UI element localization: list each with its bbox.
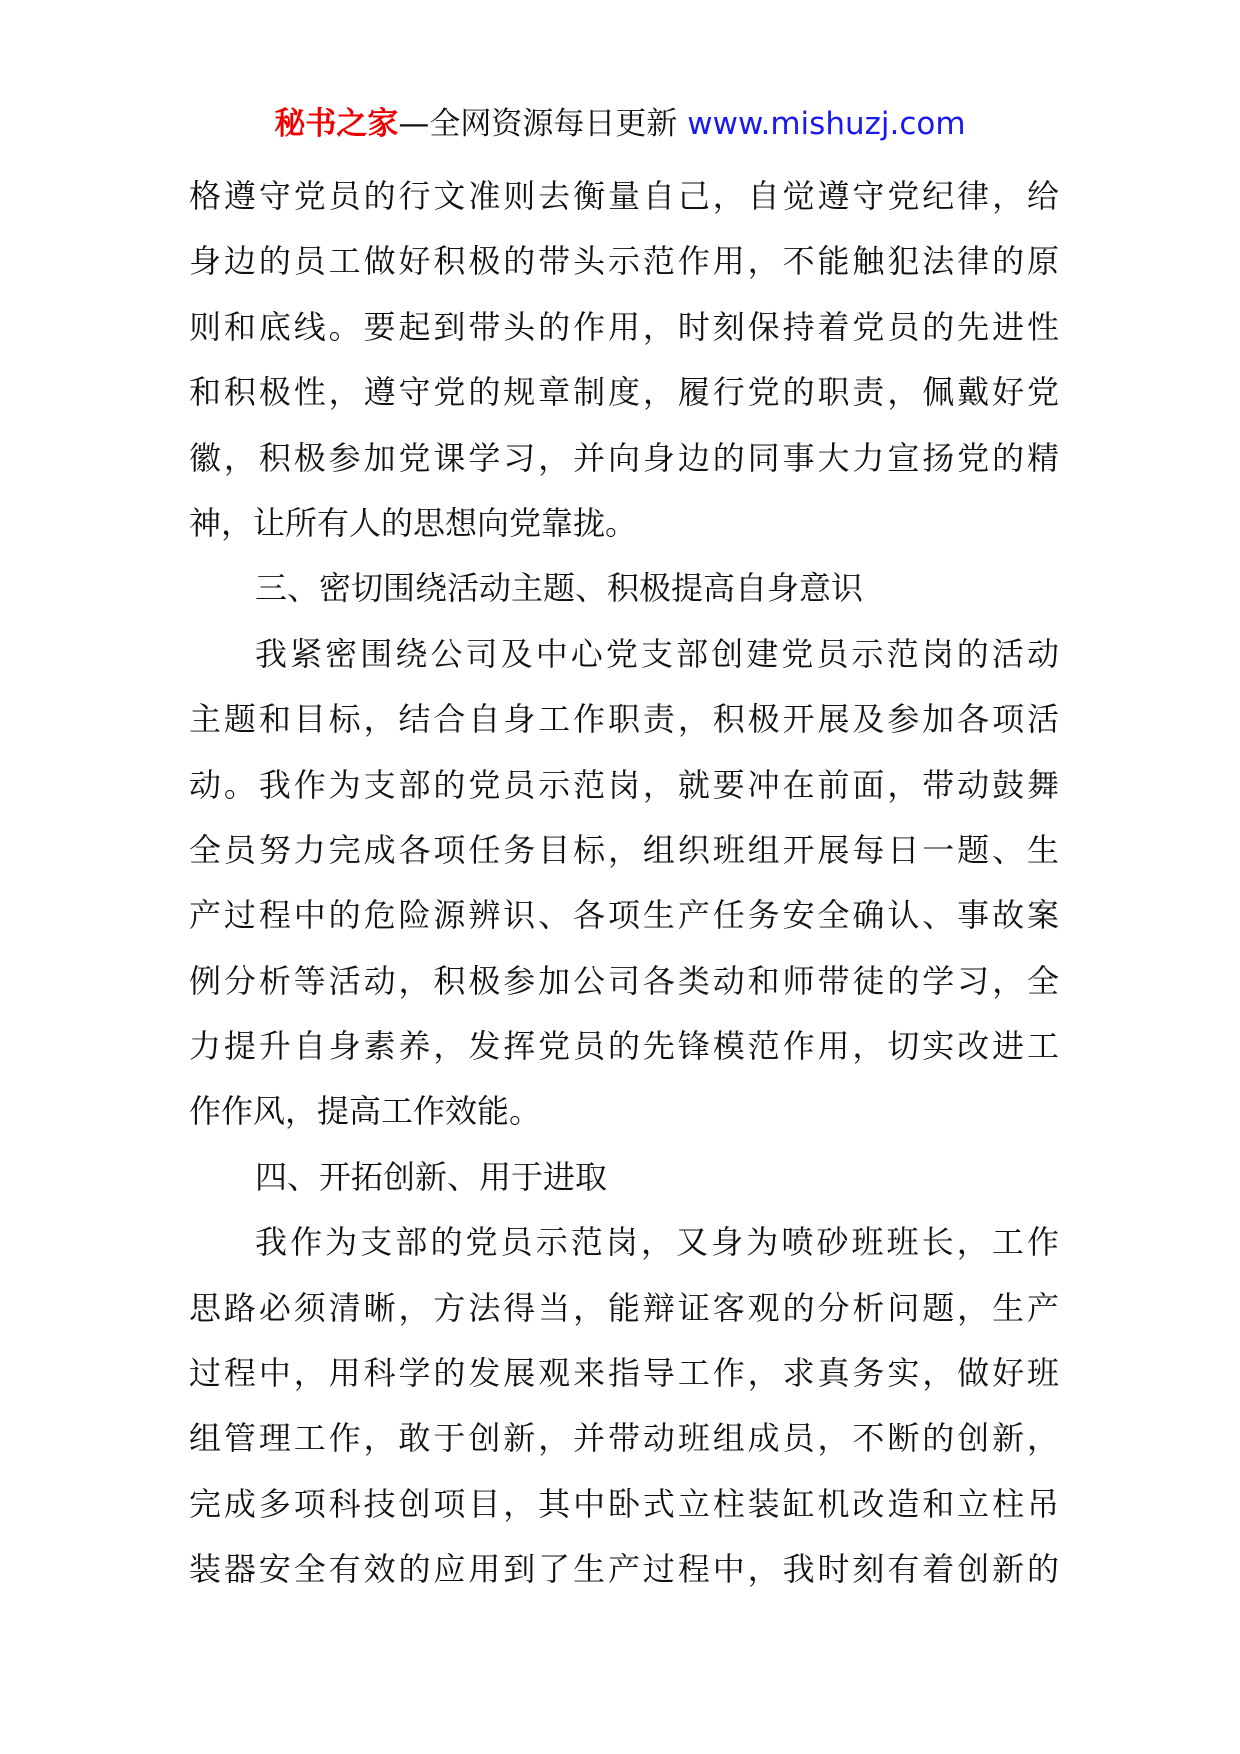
text-line: 动。我作为支部的党员示范岗，就要冲在前面，带动鼓舞 bbox=[189, 765, 1059, 804]
text-line: 格遵守党员的行文准则去衡量自己，自觉遵守党纪律，给 bbox=[189, 177, 1059, 215]
text-line: 则和底线。要起到带头的作用，时刻保持着党员的先进性 bbox=[189, 307, 1059, 346]
text-line: 和积极性，遵守党的规章制度，履行党的职责，佩戴好党 bbox=[189, 373, 1059, 412]
text-line: 过程中，用科学的发展观来指导工作，求真务实，做好班 bbox=[189, 1354, 1059, 1393]
header-tagline: —全网资源每日更新 bbox=[398, 106, 688, 142]
text-line: 徽，积极参加党课学习，并向身边的同事大力宣扬党的精 bbox=[189, 438, 1059, 477]
text-line: 装器安全有效的应用到了生产过程中，我时刻有着创新的 bbox=[189, 1550, 1059, 1589]
text-line: 作作风，提高工作效能。 bbox=[189, 1092, 542, 1131]
text-line: 主题和目标，结合自身工作职责，积极开展及参加各项活 bbox=[189, 700, 1059, 739]
text-line: 全员努力完成各项任务目标，组织班组开展每日一题、生 bbox=[189, 830, 1059, 869]
website-link[interactable]: www.mishuzj.com bbox=[687, 106, 966, 142]
section-heading: 四、开拓创新、用于进取 bbox=[255, 1157, 608, 1196]
brand-name: 秘书之家 bbox=[274, 106, 399, 142]
text-line: 例分析等活动，积极参加公司各类动和师带徒的学习，全 bbox=[189, 961, 1059, 1000]
text-line: 完成多项科技创项目，其中卧式立柱装缸机改造和立柱吊 bbox=[189, 1484, 1059, 1523]
section-heading: 三、密切围绕活动主题、积极提高自身意识 bbox=[255, 569, 864, 608]
text-line: 力提升自身素养，发挥党员的先锋模范作用，切实改进工 bbox=[189, 1027, 1059, 1066]
body-text bbox=[189, 164, 1059, 1603]
text-line: 组管理工作，敢于创新，并带动班组成员，不断的创新， bbox=[189, 1419, 1059, 1458]
text-line: 身边的员工做好积极的带头示范作用，不能触犯法律的原 bbox=[189, 242, 1059, 281]
page-header bbox=[0, 100, 1240, 148]
text-line: 神，让所有人的思想向党靠拢。 bbox=[189, 503, 638, 542]
text-line: 我紧密围绕公司及中心党支部创建党员示范岗的活动 bbox=[255, 634, 1059, 673]
text-line: 思路必须清晰，方法得当，能辩证客观的分析问题，生产 bbox=[189, 1288, 1059, 1327]
text-line: 我作为支部的党员示范岗，又身为喷砂班班长，工作 bbox=[255, 1223, 1059, 1262]
text-line: 产过程中的危险源辨识、各项生产任务安全确认、事故案 bbox=[189, 896, 1059, 935]
